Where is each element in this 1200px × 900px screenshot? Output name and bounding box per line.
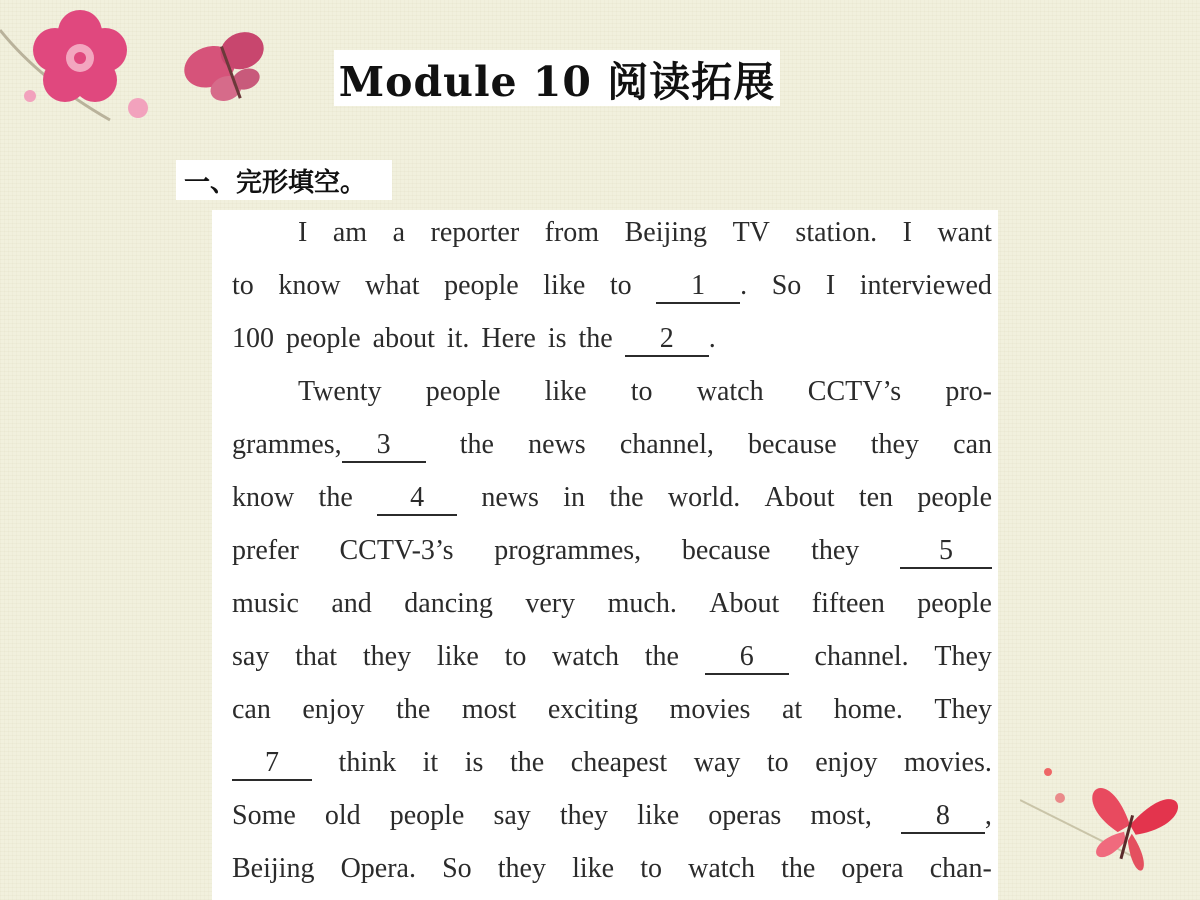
flower-decoration (0, 0, 300, 140)
passage-line-7: prefer CCTV-3’s programmes, because they 5 (232, 531, 992, 571)
section-label: 一、完形填空。 (176, 160, 392, 200)
passage-line-11: 7 think it is the cheapest way to enjoy movies. (232, 743, 992, 783)
blank-3[interactable]: 3 (342, 429, 426, 463)
passage-line-4: Twenty people like to watch CCTV’s pro- (298, 376, 992, 407)
butterfly-decoration (1020, 750, 1200, 900)
flower-icon (33, 10, 127, 102)
passage-line-1: I am a reporter from Beijing TV station. I want (298, 217, 992, 248)
passage-line-3: 100 people about it. Here is the 2 . (232, 319, 992, 359)
blank-6[interactable]: 6 (705, 641, 789, 675)
blank-8[interactable]: 8 (901, 800, 985, 834)
passage-line-13: Beijing Opera. So they like to watch the opera chan- (232, 853, 992, 884)
passage-line-10: can enjoy the most exciting movies at home. They (232, 694, 992, 725)
blank-1[interactable]: 1 (656, 270, 740, 304)
passage-line-2: to know what people like to 1 . So I interviewed (232, 266, 992, 306)
cloze-passage (212, 210, 998, 900)
blank-2[interactable]: 2 (625, 323, 709, 357)
passage-line-5: grammes, 3 the news channel, because they can (232, 425, 992, 465)
passage-line-6: know the 4 news in the world. About ten people (232, 478, 992, 518)
blank-4[interactable]: 4 (377, 482, 457, 516)
butterfly-icon (1077, 779, 1180, 876)
page-title: Module 10 阅读拓展 (334, 50, 780, 106)
passage-line-8: music and dancing very much. About fifteen people (232, 588, 992, 619)
blank-5[interactable]: 5 (900, 535, 992, 569)
butterfly-icon (178, 26, 278, 113)
passage-line-9: say that they like to watch the 6 channel. They (232, 637, 992, 677)
passage-line-12: Some old people say they like operas most, 8 , (232, 796, 992, 836)
blank-7[interactable]: 7 (232, 747, 312, 781)
